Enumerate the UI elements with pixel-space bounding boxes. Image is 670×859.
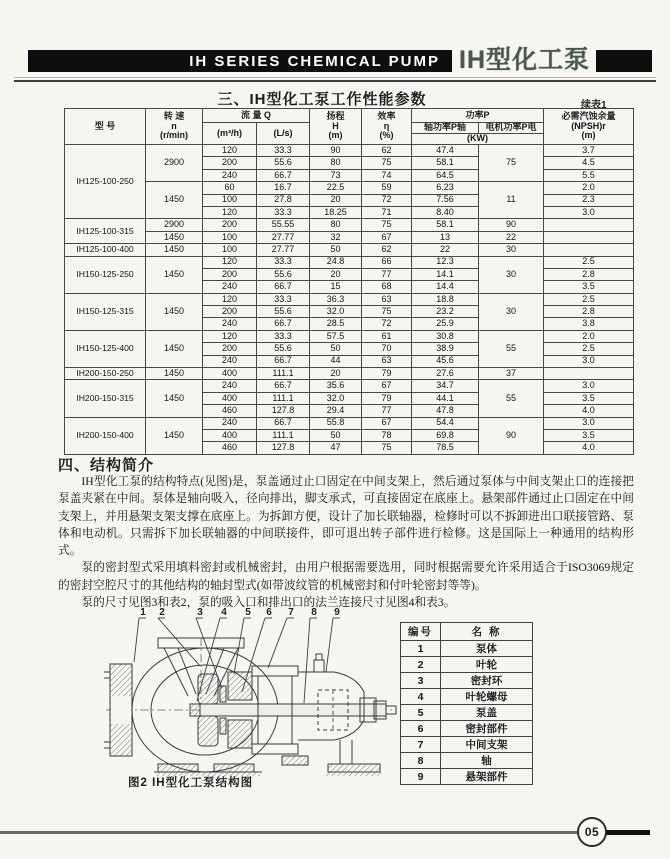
part-number-3: 3	[197, 607, 203, 618]
structure-section-title: 四、结构简介	[58, 457, 155, 474]
perf-model-cell: IH125-100-315	[65, 219, 146, 244]
part-number-2: 2	[159, 607, 165, 618]
perf-row	[65, 417, 634, 429]
col-header-head: 扬程 H (m)	[310, 109, 362, 145]
perf-efficiency-cell: 67	[362, 231, 412, 243]
perf-npsh-cell: 3.5	[544, 392, 634, 404]
perf-npsh-cell	[544, 368, 634, 380]
col-header-power-unit: (KW)	[412, 134, 544, 145]
perf-motor-power-cell: 30	[479, 244, 544, 256]
perf-flow-m3h-cell: 400	[203, 368, 257, 380]
perf-row	[65, 219, 634, 231]
part-number-cell: 2	[401, 657, 441, 673]
perf-flow-m3h-cell: 200	[203, 343, 257, 355]
perf-flow-ls-cell: 27.77	[257, 231, 310, 243]
perf-efficiency-cell: 79	[362, 392, 412, 404]
page-number: 05	[577, 817, 607, 847]
perf-flow-m3h-cell: 200	[203, 219, 257, 231]
parts-table-head	[401, 623, 533, 641]
perf-shaft-power-cell: 23.2	[412, 306, 479, 318]
perf-shaft-power-cell: 12.3	[412, 256, 479, 268]
perf-efficiency-cell: 67	[362, 417, 412, 429]
perf-flow-ls-cell: 127.8	[257, 405, 310, 417]
parts-row	[401, 673, 533, 689]
col-header-power-shaft: 轴功率P轴	[412, 123, 479, 134]
perf-flow-m3h-cell: 120	[203, 293, 257, 305]
perf-efficiency-cell: 72	[362, 318, 412, 330]
perf-flow-m3h-cell: 100	[203, 244, 257, 256]
part-name-cell: 泵盖	[441, 705, 533, 721]
perf-flow-m3h-cell: 400	[203, 429, 257, 441]
perf-flow-m3h-cell: 200	[203, 157, 257, 169]
support-foot	[328, 764, 380, 772]
impeller-nut	[190, 704, 200, 716]
header-bar-gap	[452, 50, 459, 72]
perf-row	[65, 368, 634, 380]
perf-efficiency-cell: 75	[362, 157, 412, 169]
parts-row	[401, 737, 533, 753]
perf-motor-power-cell: 55	[479, 380, 544, 417]
perf-table-body	[65, 145, 634, 455]
part-number-7: 7	[288, 607, 294, 618]
perf-head-cell: 29.4	[310, 405, 362, 417]
perf-head-cell: 20	[310, 268, 362, 280]
perf-shaft-power-cell: 8.40	[412, 206, 479, 218]
parts-header-row	[401, 623, 533, 641]
casing-foot-right	[214, 764, 254, 772]
perf-shaft-power-cell: 14.1	[412, 268, 479, 280]
performance-table	[64, 108, 634, 455]
perf-flow-ls-cell: 66.7	[257, 355, 310, 367]
perf-npsh-cell	[544, 231, 634, 243]
part-number-8: 8	[311, 607, 317, 618]
perf-efficiency-cell: 61	[362, 330, 412, 342]
pump-cover-upper	[228, 672, 252, 700]
perf-npsh-cell	[544, 244, 634, 256]
perf-flow-m3h-cell: 100	[203, 194, 257, 206]
parts-row	[401, 641, 533, 657]
perf-efficiency-cell: 59	[362, 182, 412, 194]
perf-shaft-power-cell: 30.8	[412, 330, 479, 342]
perf-npsh-cell: 4.5	[544, 157, 634, 169]
perf-npsh-cell: 3.7	[544, 145, 634, 157]
perf-flow-ls-cell: 27.77	[257, 244, 310, 256]
perf-efficiency-cell: 75	[362, 219, 412, 231]
perf-head-cell: 90	[310, 145, 362, 157]
perf-efficiency-cell: 78	[362, 429, 412, 441]
perf-motor-power-cell: 90	[479, 417, 544, 454]
perf-npsh-cell: 3.0	[544, 206, 634, 218]
perf-shaft-power-cell: 6.23	[412, 182, 479, 194]
parts-col-number: 编号	[401, 623, 441, 641]
perf-row	[65, 330, 634, 342]
part-number-cell: 6	[401, 721, 441, 737]
perf-flow-ls-cell: 55.55	[257, 219, 310, 231]
perf-flow-ls-cell: 55.6	[257, 343, 310, 355]
perf-npsh-cell: 3.0	[544, 417, 634, 429]
part-number-4: 4	[221, 607, 227, 618]
perf-flow-m3h-cell: 240	[203, 380, 257, 392]
structure-paragraph-1: IH型化工泵的结构特点(见图)是，泵盖通过止口固定在中间支架上，然后通过泵体与中间支架止口的连接把泵盖夹紧在中间。泵体是轴向吸入，径向排出，脚支承式，可直接固定在底座上。悬架部件通过止口固定在中间支架上，并用悬架支架支撑在底座上。为拆卸方便，设计了加长联轴器，检修时可以不拆卸进出口联接管路、泵体和电动机。只需拆下加长联轴器的中间联接件，即可退出转子部件进行检修。这是国际上一种通用的结构形式。	[58, 475, 634, 558]
perf-motor-power-cell: 30	[479, 256, 544, 293]
part-number-cell: 8	[401, 753, 441, 769]
perf-model-cell: IH125-100-400	[65, 244, 146, 256]
part-name-cell: 悬架部件	[441, 769, 533, 785]
part-name-cell: 叶轮	[441, 657, 533, 673]
parts-table-body	[401, 641, 533, 785]
perf-shaft-power-cell: 22	[412, 244, 479, 256]
parts-table	[400, 622, 533, 785]
base-pad	[282, 756, 308, 765]
casing-foot-left	[158, 764, 198, 772]
perf-flow-ls-cell: 111.1	[257, 429, 310, 441]
part-name-cell: 轴	[441, 753, 533, 769]
perf-flow-m3h-cell: 200	[203, 268, 257, 280]
perf-shaft-power-cell: 54.4	[412, 417, 479, 429]
part-number-cell: 1	[401, 641, 441, 657]
perf-efficiency-cell: 75	[362, 442, 412, 454]
perf-efficiency-cell: 66	[362, 256, 412, 268]
perf-efficiency-cell: 71	[362, 206, 412, 218]
perf-flow-ls-cell: 33.3	[257, 293, 310, 305]
perf-speed-cell: 1450	[146, 256, 203, 293]
perf-npsh-cell: 2.0	[544, 330, 634, 342]
perf-head-cell: 50	[310, 343, 362, 355]
perf-row	[65, 256, 634, 268]
seal-ring-lower	[220, 718, 226, 734]
impeller-lower	[198, 716, 218, 746]
perf-head-cell: 80	[310, 219, 362, 231]
perf-motor-power-cell: 11	[479, 182, 544, 219]
perf-motor-power-cell: 75	[479, 145, 544, 182]
perf-shaft-power-cell: 25.9	[412, 318, 479, 330]
perf-head-cell: 32.0	[310, 392, 362, 404]
perf-head-cell: 22.5	[310, 182, 362, 194]
part-number-6: 6	[266, 607, 272, 618]
perf-header-row-1	[65, 109, 634, 123]
perf-shaft-power-cell: 18.8	[412, 293, 479, 305]
impeller-upper	[198, 674, 218, 704]
perf-shaft-power-cell: 78.5	[412, 442, 479, 454]
perf-flow-ls-cell: 33.3	[257, 145, 310, 157]
perf-npsh-cell: 3.0	[544, 355, 634, 367]
perf-flow-m3h-cell: 460	[203, 405, 257, 417]
perf-flow-m3h-cell: 120	[203, 145, 257, 157]
perf-speed-cell: 1450	[146, 368, 203, 380]
perf-head-cell: 50	[310, 429, 362, 441]
perf-npsh-cell: 2.5	[544, 293, 634, 305]
perf-speed-cell: 1450	[146, 244, 203, 256]
perf-npsh-cell: 3.8	[544, 318, 634, 330]
perf-flow-ls-cell: 27.8	[257, 194, 310, 206]
perf-npsh-cell: 4.0	[544, 405, 634, 417]
perf-efficiency-cell: 62	[362, 244, 412, 256]
perf-shaft-power-cell: 47.8	[412, 405, 479, 417]
part-name-cell: 中间支架	[441, 737, 533, 753]
perf-efficiency-cell: 79	[362, 368, 412, 380]
perf-model-cell: IH150-125-250	[65, 256, 146, 293]
perf-flow-ls-cell: 55.6	[257, 306, 310, 318]
perf-model-cell: IH125-100-250	[65, 145, 146, 219]
perf-shaft-power-cell: 44.1	[412, 392, 479, 404]
parts-row	[401, 689, 533, 705]
footer-rule-end	[601, 830, 650, 835]
header-title-en: IH SERIES CHEMICAL PUMP	[189, 52, 440, 70]
perf-flow-ls-cell: 127.8	[257, 442, 310, 454]
perf-head-cell: 20	[310, 194, 362, 206]
perf-row	[65, 380, 634, 392]
structure-paragraphs	[58, 473, 634, 611]
perf-motor-power-cell: 30	[479, 293, 544, 330]
perf-speed-cell: 1450	[146, 380, 203, 417]
perf-head-cell: 15	[310, 281, 362, 293]
part-name-cell: 泵体	[441, 641, 533, 657]
perf-model-cell: IH150-125-315	[65, 293, 146, 330]
part-name-cell: 叶轮螺母	[441, 689, 533, 705]
perf-shaft-power-cell: 13	[412, 231, 479, 243]
perf-flow-ls-cell: 66.7	[257, 281, 310, 293]
parts-row	[401, 657, 533, 673]
perf-npsh-cell: 3.5	[544, 281, 634, 293]
perf-model-cell: IH200-150-315	[65, 380, 146, 417]
pump-cover-lower	[228, 720, 252, 748]
perf-npsh-cell: 5.5	[544, 169, 634, 181]
performance-section-title: 三、IH型化工泵工作性能参数	[217, 91, 427, 108]
perf-efficiency-cell: 62	[362, 145, 412, 157]
perf-row	[65, 293, 634, 305]
header-bar	[28, 46, 652, 74]
perf-efficiency-cell: 75	[362, 306, 412, 318]
perf-flow-m3h-cell: 240	[203, 417, 257, 429]
part-numbers	[140, 607, 340, 618]
perf-flow-m3h-cell: 100	[203, 231, 257, 243]
perf-motor-power-cell: 90	[479, 219, 544, 231]
perf-head-cell: 28.5	[310, 318, 362, 330]
perf-speed-cell: 1450	[146, 417, 203, 454]
perf-efficiency-cell: 68	[362, 281, 412, 293]
perf-row	[65, 145, 634, 157]
part-number-cell: 7	[401, 737, 441, 753]
perf-shaft-power-cell: 58.1	[412, 157, 479, 169]
part-number-5: 5	[245, 607, 251, 618]
perf-flow-ls-cell: 111.1	[257, 392, 310, 404]
perf-head-cell: 32.0	[310, 306, 362, 318]
perf-shaft-power-cell: 64.5	[412, 169, 479, 181]
header-title-cn: IH型化工泵	[459, 46, 591, 74]
perf-head-cell: 32	[310, 231, 362, 243]
header-rule-light	[14, 77, 656, 78]
col-header-efficiency: 效率 η (%)	[362, 109, 412, 145]
parts-row	[401, 721, 533, 737]
perf-row	[65, 244, 634, 256]
perf-npsh-cell: 2.8	[544, 306, 634, 318]
perf-flow-m3h-cell: 60	[203, 182, 257, 194]
perf-flow-ls-cell: 66.7	[257, 417, 310, 429]
part-number-cell: 5	[401, 705, 441, 721]
perf-head-cell: 57.5	[310, 330, 362, 342]
perf-speed-cell: 1450	[146, 293, 203, 330]
pump-shaft	[200, 704, 386, 716]
perf-head-cell: 18.25	[310, 206, 362, 218]
col-header-flow: 流 量 Q	[203, 109, 310, 123]
col-header-npsh: 必需汽蚀余量 (NPSH)r (m)	[544, 109, 634, 145]
perf-speed-cell: 1450	[146, 330, 203, 367]
footer-rule	[0, 831, 584, 834]
perf-npsh-cell: 2.8	[544, 268, 634, 280]
perf-efficiency-cell: 70	[362, 343, 412, 355]
perf-shaft-power-cell: 58.1	[412, 219, 479, 231]
continued-table-note: 续表1	[581, 100, 607, 111]
header-rule-dark	[14, 80, 656, 82]
perf-flow-m3h-cell: 240	[203, 355, 257, 367]
col-header-power: 功率P	[412, 109, 544, 123]
perf-speed-cell: 1450	[146, 231, 203, 243]
perf-shaft-power-cell: 38.9	[412, 343, 479, 355]
perf-efficiency-cell: 72	[362, 194, 412, 206]
perf-efficiency-cell: 77	[362, 405, 412, 417]
perf-flow-m3h-cell: 240	[203, 318, 257, 330]
col-header-speed: 转 速 n (r/min)	[146, 109, 203, 145]
perf-head-cell: 47	[310, 442, 362, 454]
perf-flow-m3h-cell: 400	[203, 392, 257, 404]
part-number-cell: 4	[401, 689, 441, 705]
part-number-1: 1	[140, 607, 146, 618]
perf-shaft-power-cell: 47.4	[412, 145, 479, 157]
perf-flow-ls-cell: 111.1	[257, 368, 310, 380]
perf-flow-m3h-cell: 460	[203, 442, 257, 454]
header-bar-black-segment	[28, 50, 452, 72]
parts-col-name: 名 称	[441, 623, 533, 641]
seal-ring-upper	[220, 686, 226, 702]
part-number-cell: 9	[401, 769, 441, 785]
perf-model-cell: IH200-150-400	[65, 417, 146, 454]
perf-npsh-cell: 4.0	[544, 442, 634, 454]
parts-row	[401, 705, 533, 721]
pump-drawing	[104, 618, 396, 776]
perf-flow-m3h-cell: 120	[203, 330, 257, 342]
perf-flow-m3h-cell: 200	[203, 306, 257, 318]
perf-npsh-cell: 2.5	[544, 343, 634, 355]
perf-shaft-power-cell: 7.56	[412, 194, 479, 206]
perf-efficiency-cell: 77	[362, 268, 412, 280]
structure-paragraph-3: 泵的尺寸见图3和表2，泵的吸入口和排出口的法兰连接尺寸见图4和表3。	[81, 596, 456, 610]
perf-row	[65, 231, 634, 243]
perf-flow-ls-cell: 66.7	[257, 169, 310, 181]
pump-structure-diagram	[102, 604, 398, 776]
perf-flow-ls-cell: 55.6	[257, 268, 310, 280]
figure-caption: 图2 IH型化工泵结构图	[128, 777, 254, 789]
perf-head-cell: 24.8	[310, 256, 362, 268]
part-name-cell: 密封环	[441, 673, 533, 689]
perf-speed-cell: 1450	[146, 182, 203, 219]
perf-head-cell: 36.3	[310, 293, 362, 305]
perf-head-cell: 50	[310, 244, 362, 256]
perf-row	[65, 182, 634, 194]
perf-flow-m3h-cell: 240	[203, 281, 257, 293]
perf-flow-ls-cell: 66.7	[257, 380, 310, 392]
perf-head-cell: 20	[310, 368, 362, 380]
perf-efficiency-cell: 63	[362, 355, 412, 367]
perf-flow-m3h-cell: 240	[203, 169, 257, 181]
perf-speed-cell: 2900	[146, 219, 203, 231]
structure-paragraph-2: 泵的密封型式采用填料密封或机械密封，由用户根据需要选用，同时根据需要允许采用适合于ISO3069规定的密封空腔尺寸的其他结构的轴封型式(如带波纹管的机械密封和付叶轮密封等等)。	[58, 561, 634, 592]
perf-shaft-power-cell: 34.7	[412, 380, 479, 392]
perf-npsh-cell: 3.5	[544, 429, 634, 441]
perf-model-cell: IH150-125-400	[65, 330, 146, 367]
perf-flow-ls-cell: 33.3	[257, 256, 310, 268]
perf-npsh-cell: 2.0	[544, 182, 634, 194]
perf-efficiency-cell: 63	[362, 293, 412, 305]
perf-flow-ls-cell: 33.3	[257, 206, 310, 218]
col-header-flow-ls: (L/s)	[257, 123, 310, 145]
perf-flow-m3h-cell: 120	[203, 256, 257, 268]
header-bar-end-block	[596, 50, 652, 72]
perf-npsh-cell: 3.0	[544, 380, 634, 392]
perf-flow-ls-cell: 55.6	[257, 157, 310, 169]
part-name-cell: 密封部件	[441, 721, 533, 737]
perf-flow-m3h-cell: 120	[203, 206, 257, 218]
parts-row	[401, 753, 533, 769]
perf-head-cell: 55.8	[310, 417, 362, 429]
perf-flow-ls-cell: 16.7	[257, 182, 310, 194]
perf-model-cell: IH200-150-250	[65, 368, 146, 380]
perf-shaft-power-cell: 45.6	[412, 355, 479, 367]
col-header-flow-m3h: (m³/h)	[203, 123, 257, 145]
perf-head-cell: 80	[310, 157, 362, 169]
perf-flow-ls-cell: 66.7	[257, 318, 310, 330]
perf-motor-power-cell: 55	[479, 330, 544, 367]
perf-npsh-cell: 2.3	[544, 194, 634, 206]
col-header-power-motor: 电机功率P电	[479, 123, 544, 134]
perf-head-cell: 35.6	[310, 380, 362, 392]
perf-efficiency-cell: 67	[362, 380, 412, 392]
perf-flow-ls-cell: 33.3	[257, 330, 310, 342]
parts-row	[401, 769, 533, 785]
perf-motor-power-cell: 37	[479, 368, 544, 380]
perf-shaft-power-cell: 69.8	[412, 429, 479, 441]
perf-shaft-power-cell: 27.6	[412, 368, 479, 380]
perf-head-cell: 73	[310, 169, 362, 181]
perf-npsh-cell: 2.5	[544, 256, 634, 268]
col-header-model: 型 号	[65, 109, 146, 145]
performance-table-head	[65, 109, 634, 145]
perf-motor-power-cell: 22	[479, 231, 544, 243]
part-number-9: 9	[334, 607, 340, 618]
perf-npsh-cell	[544, 219, 634, 231]
perf-efficiency-cell: 74	[362, 169, 412, 181]
perf-speed-cell: 2900	[146, 145, 203, 182]
part-number-cell: 3	[401, 673, 441, 689]
perf-head-cell: 44	[310, 355, 362, 367]
perf-shaft-power-cell: 14.4	[412, 281, 479, 293]
